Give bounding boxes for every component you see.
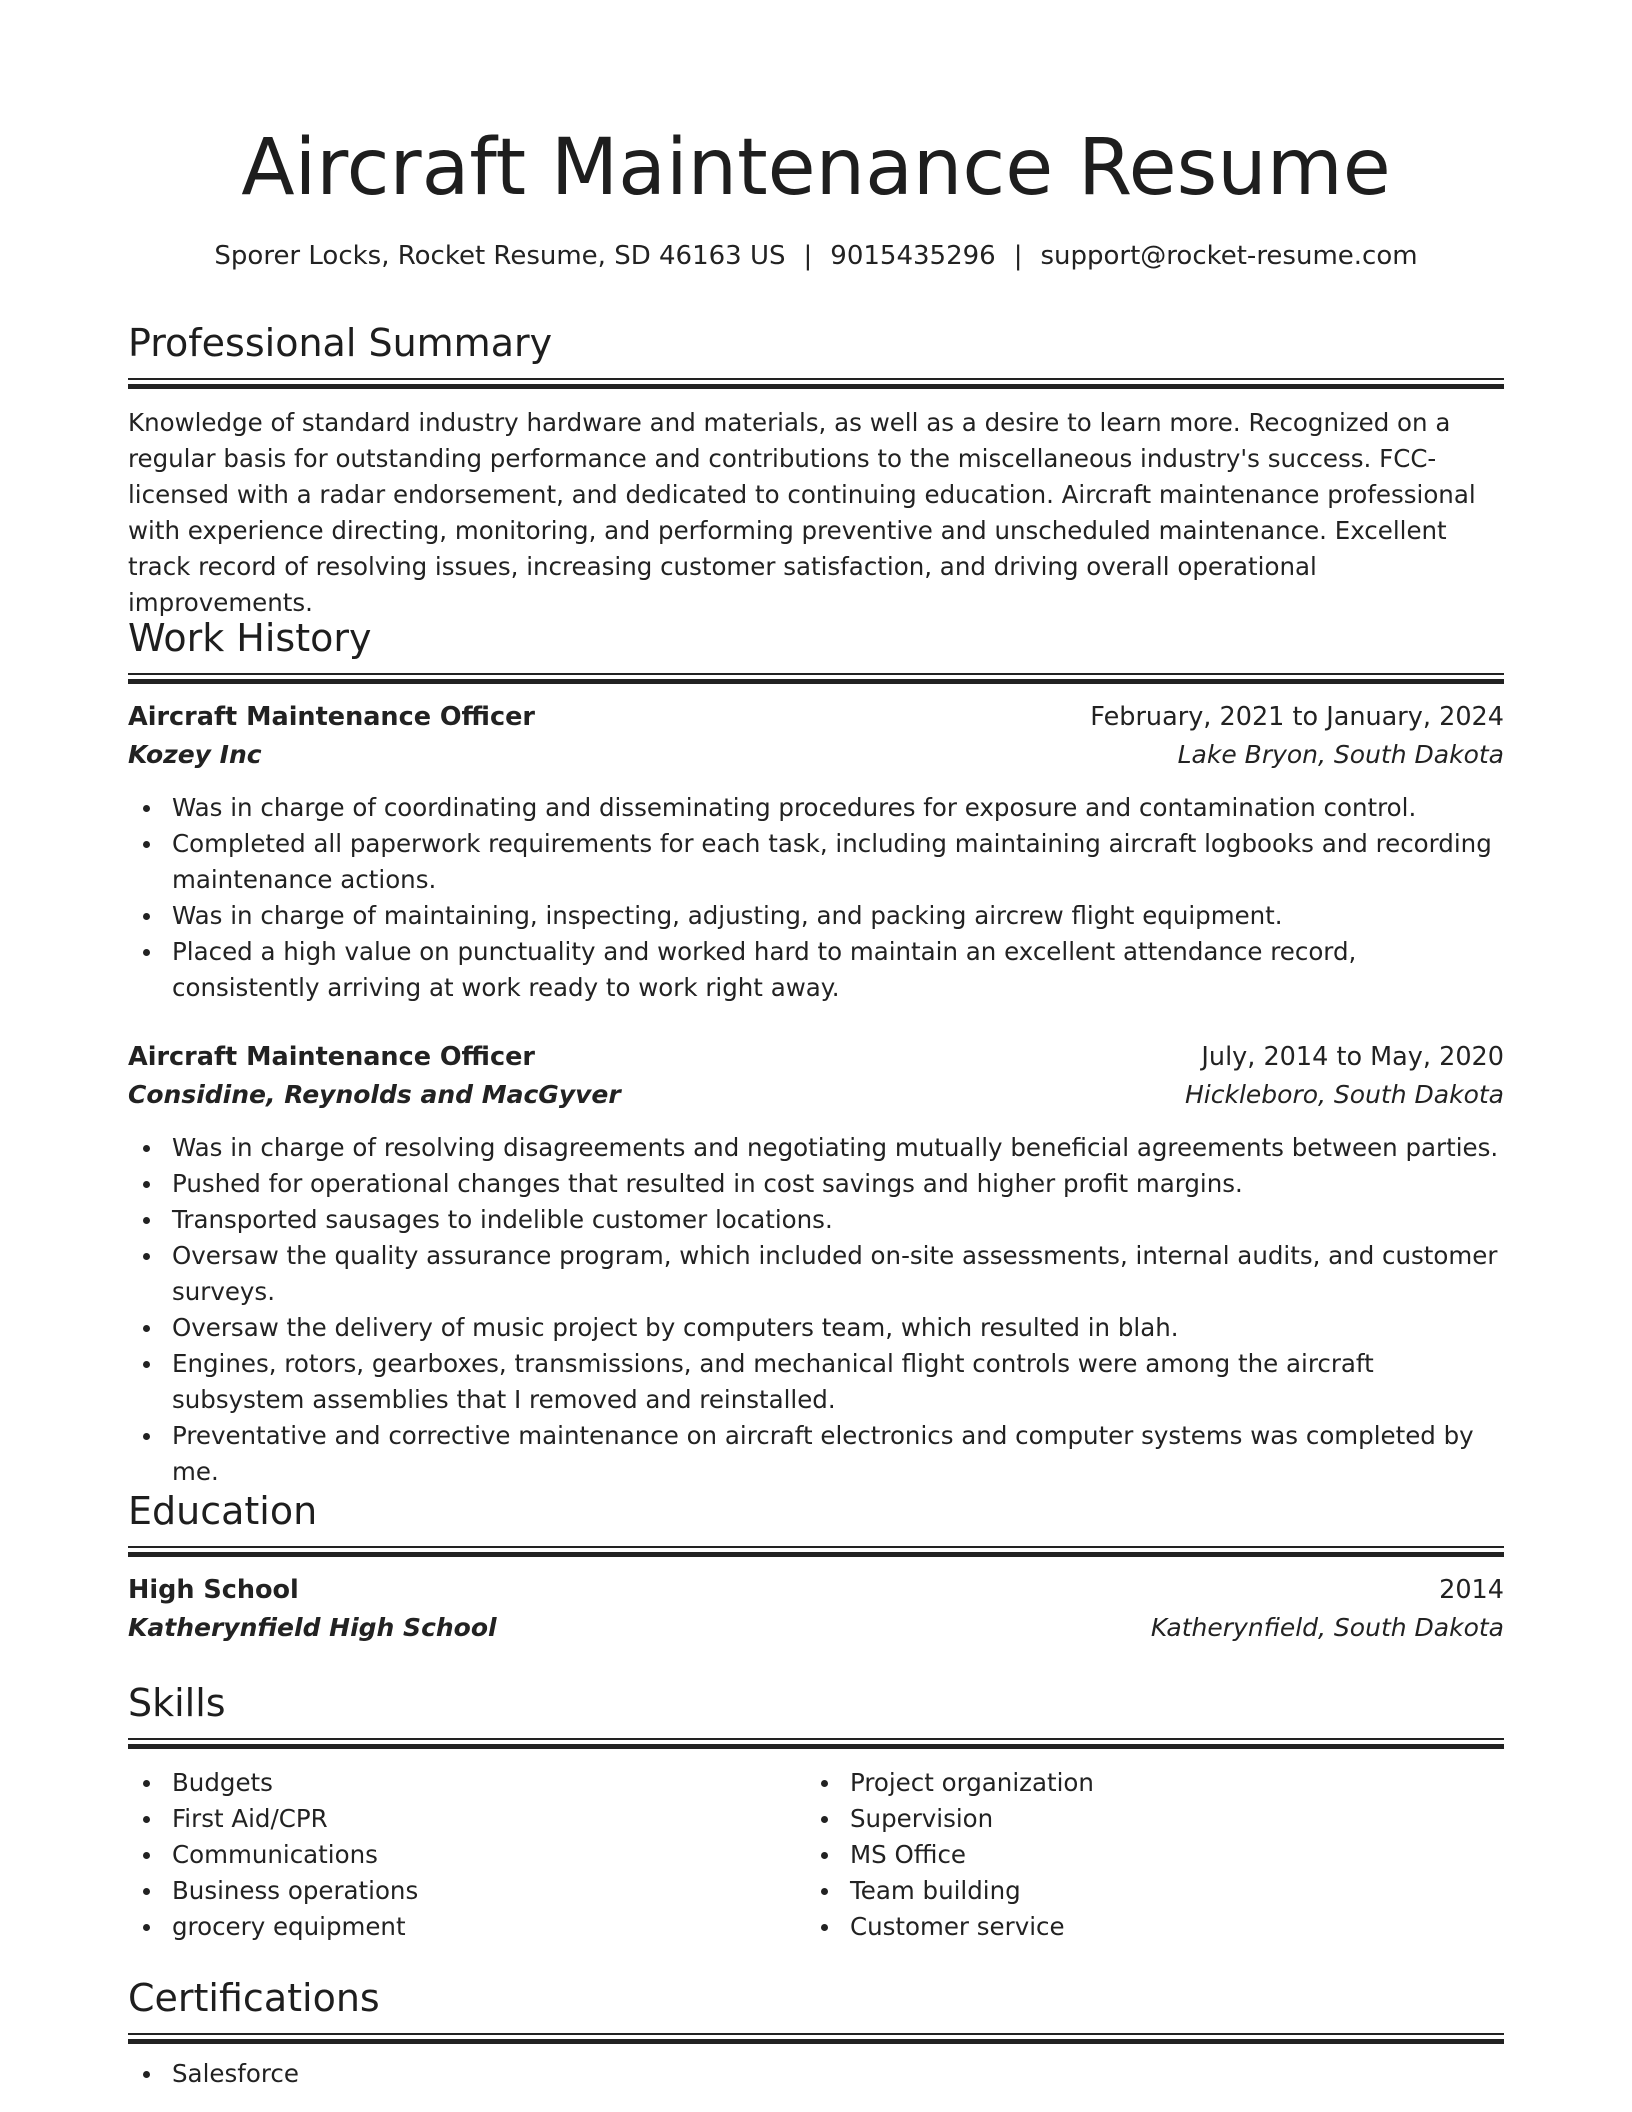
list-item: Communications — [128, 1837, 806, 1873]
work-heading: Work History — [128, 616, 372, 660]
skills-list-left — [128, 1765, 806, 1945]
summary-text: Knowledge of standard industry hardware and materials, as well as a desire to learn more. Recognized on a regular basis for outstanding performance and contributions to the miscellaneous industry's success. FCC-licensed with a radar endorsement, and dedicated to continuing education. Aircraft maintenance professional with experience directing, monitoring, and performing preventive and unscheduled maintenance. Excellent track record of resolving issues, increasing customer satisfaction, and driving overall operational improvements. — [128, 408, 1476, 617]
list-item: grocery equipment — [128, 1909, 806, 1945]
certifications-heading: Certifications — [128, 1976, 380, 2020]
list-item: First Aid/CPR — [128, 1801, 806, 1837]
job-duties — [128, 1130, 1504, 1490]
skills-section — [128, 1680, 1504, 1945]
list-item: Was in charge of resolving disagreements and negotiating mutually beneficial agreements between parties. — [128, 1130, 1504, 1166]
list-item: Was in charge of coordinating and disseminating procedures for exposure and contamination control. — [128, 790, 1504, 826]
contact-separator: | — [1013, 241, 1023, 271]
education-year: 2014 — [1439, 1575, 1504, 1605]
list-item: Team building — [806, 1873, 1484, 1909]
contact-phone: 9015435296 — [830, 241, 996, 271]
contact-address: Sporer Locks, Rocket Resume, SD 46163 US — [214, 241, 786, 271]
job-title: Aircraft Maintenance Officer — [128, 1042, 535, 1072]
job-entry — [128, 698, 1504, 1006]
job-title: Aircraft Maintenance Officer — [128, 702, 535, 732]
section-divider — [128, 673, 1504, 684]
list-item: Oversaw the delivery of music project by computers team, which resulted in blah. — [128, 1310, 1504, 1346]
section-divider — [128, 1738, 1504, 1749]
list-item: Business operations — [128, 1873, 806, 1909]
list-item: Placed a high value on punctuality and worked hard to maintain an excellent attendance record, consistently arriving at work ready to work right away. — [128, 934, 1504, 1006]
contact-email: support@rocket-resume.com — [1040, 241, 1418, 271]
skills-heading: Skills — [128, 1681, 226, 1725]
section-divider — [128, 2033, 1504, 2044]
list-item: MS Office — [806, 1837, 1484, 1873]
list-item: Customer service — [806, 1909, 1484, 1945]
list-item: Oversaw the quality assurance program, which included on-site assessments, internal audits, and customer surveys. — [128, 1238, 1504, 1310]
list-item: Salesforce — [128, 2056, 1504, 2092]
section-divider — [128, 1546, 1504, 1557]
skills-list-right — [806, 1765, 1484, 1945]
contact-separator: | — [803, 241, 813, 271]
job-dates: February, 2021 to January, 2024 — [1090, 702, 1504, 732]
skills-columns — [128, 1765, 1504, 1945]
list-item: Transported sausages to indelible customer locations. — [128, 1202, 1504, 1238]
job-location: Lake Bryon, South Dakota — [1177, 740, 1504, 769]
education-location: Katherynfield, South Dakota — [1150, 1613, 1504, 1642]
section-divider — [128, 378, 1504, 389]
certifications-section — [128, 1975, 1504, 2092]
list-item: Completed all paperwork requirements for each task, including maintaining aircraft logbooks and recording maintenance actions. — [128, 826, 1504, 898]
list-item: Project organization — [806, 1765, 1484, 1801]
education-degree: High School — [128, 1575, 299, 1605]
work-section — [128, 615, 1504, 1490]
list-item: Budgets — [128, 1765, 806, 1801]
certifications-list — [128, 2056, 1504, 2092]
list-item: Was in charge of maintaining, inspecting, adjusting, and packing aircrew flight equipment. — [128, 898, 1504, 934]
summary-heading: Professional Summary — [128, 321, 553, 365]
job-company: Kozey Inc — [128, 740, 262, 769]
education-school: Katherynfield High School — [128, 1613, 497, 1642]
list-item: Engines, rotors, gearboxes, transmissions, and mechanical flight controls were among the aircraft subsystem assemblies that I removed and reinstalled. — [128, 1346, 1504, 1418]
contact-line — [128, 240, 1504, 272]
list-item: Pushed for operational changes that resulted in cost savings and higher profit margins. — [128, 1166, 1504, 1202]
summary-section — [128, 320, 1504, 621]
job-dates: July, 2014 to May, 2020 — [1201, 1042, 1504, 1072]
job-duties — [128, 790, 1504, 1006]
resume-title: Aircraft Maintenance Resume — [241, 123, 1391, 213]
job-company: Considine, Reynolds and MacGyver — [128, 1080, 621, 1109]
job-entry — [128, 1038, 1504, 1490]
education-section — [128, 1488, 1504, 1647]
list-item: Preventative and corrective maintenance on aircraft electronics and computer systems was completed by me. — [128, 1418, 1504, 1490]
job-location: Hickleboro, South Dakota — [1185, 1080, 1504, 1109]
education-heading: Education — [128, 1489, 318, 1533]
list-item: Supervision — [806, 1801, 1484, 1837]
resume-page — [128, 0, 1504, 2112]
